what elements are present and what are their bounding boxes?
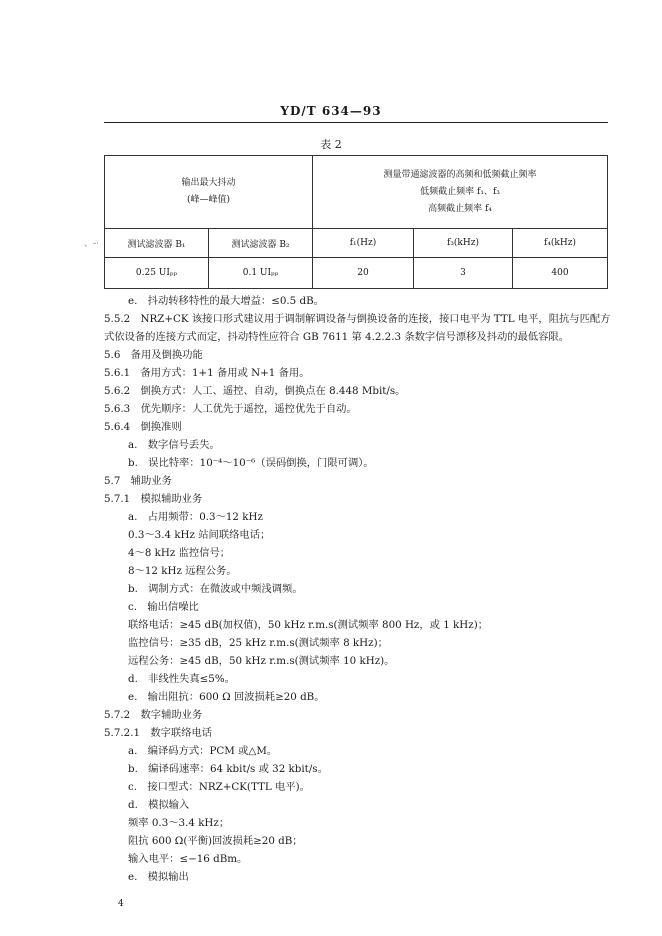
text-line: 5.6.4 倒换准则 [104,421,182,433]
text-line: e. 抖动转移特性的最大增益：≤0.5 dB。 [128,295,324,307]
left-header-line: 输出最大抖动 [181,178,236,188]
table-cell: 20 [313,258,414,289]
right-header-line: 低频截止频率 f₁、f₃ [420,186,500,197]
text-line: b. 误比特率：10⁻⁴～10⁻⁶（误码倒换，门限可调）。 [128,457,374,469]
left-header-cell [105,156,313,229]
page-number: 4 [118,899,124,909]
table-cell: 3 [414,258,513,289]
text-line: 5.5.2 NRZ+CK 该接口形式建议用于调制解调设备与倒换设备的连接，接口电平为 TTL 电平，阻抗与匹配方式依设备的连接方式而定，抖动特性应符合 GB 7611 第 4.2.2.3 条数字信号漂移及抖动的最低容限。 [104,313,611,343]
body-text [104,292,614,886]
right-header-cell [313,156,608,229]
text-line: b. 调制方式：在微波或中频浅调频。 [128,583,303,595]
table-cell: 0.25 UIₚₚ [105,258,209,289]
text-line: 远程公务：≥45 dB，50 kHz r.m.s(测试频率 10 kHz)。 [128,655,395,667]
right-header-line: 测量带通滤波器的高频和低频截止频率 [383,169,537,180]
table-cell: 400 [513,258,608,289]
text-line: 8～12 kHz 远程公务。 [128,565,237,577]
text-line: d. 模拟输入 [128,799,190,811]
text-line: b. 编译码速率：64 kbit/s 或 32 kbit/s。 [128,763,328,775]
text-line: 5.6.1 备用方式：1+1 备用或 N+1 备用。 [104,367,310,379]
col-header: f₃(kHz) [414,229,513,258]
jitter-table [104,155,608,289]
text-line: 频率 0.3～3.4 kHz； [128,817,230,829]
standard-code: YD/T 634—93 [280,104,382,118]
text-line: 5.6.3 优先顺序：人工优先于遥控，遥控优先于自动。 [104,403,357,415]
col-header: 测试滤波器 B₁ [105,229,209,258]
text-line: a. 数字信号丢失。 [128,439,220,451]
text-line: 阻抗 600 Ω(平衡)回波损耗≥20 dB； [128,835,303,847]
text-line: 监控信号：≥35 dB，25 kHz r.m.s(测试频率 8 kHz)； [128,637,388,649]
text-line: 5.6.2 倒换方式：人工、遥控、自动，倒换点在 8.448 Mbit/s。 [104,385,406,397]
margin-mark: 、-· [84,239,99,249]
right-header-line: 高频截止频率 f₄ [428,203,492,214]
text-line: 5.7.2 数字辅助业务 [104,709,203,721]
text-line: 5.7 辅助业务 [104,475,172,487]
text-line: 4～8 kHz 监控信号； [128,547,231,559]
col-header: f₄(kHz) [513,229,608,258]
text-line: a. 编译码方式：PCM 或△M。 [128,745,278,757]
text-line: 5.6 备用及倒换功能 [104,349,203,361]
text-line: 联络电话：≥45 dB(加权值)，50 kHz r.m.s(测试频率 800 Hz，或 1 kHz)； [128,619,489,631]
text-line: a. 占用频带：0.3～12 kHz [128,511,263,523]
table-title: 表 2 [320,138,342,151]
col-header: f₁(Hz) [313,229,414,258]
text-line: e. 输出阻抗：600 Ω 回波损耗≥20 dB。 [128,691,325,703]
text-line: e. 模拟输出 [128,871,189,883]
text-line: 0.3～3.4 kHz 站间联络电话； [128,529,271,541]
left-header-line: (峰—峰值) [186,195,231,205]
col-header: 测试滤波器 B₂ [209,229,313,258]
header-rule [104,122,608,123]
text-line: 5.7.2.1 数字联络电话 [104,727,213,739]
text-line: d. 非线性失真≤5%。 [128,673,235,685]
text-line: c. 输出信噪比 [128,601,199,613]
text-line: c. 接口型式：NRZ+CK(TTL 电平)。 [128,781,310,793]
table-cell: 0.1 UIₚₚ [209,258,313,289]
text-line: 5.7.1 模拟辅助业务 [104,493,203,505]
text-line: 输入电平：≤−16 dBm。 [128,853,248,865]
